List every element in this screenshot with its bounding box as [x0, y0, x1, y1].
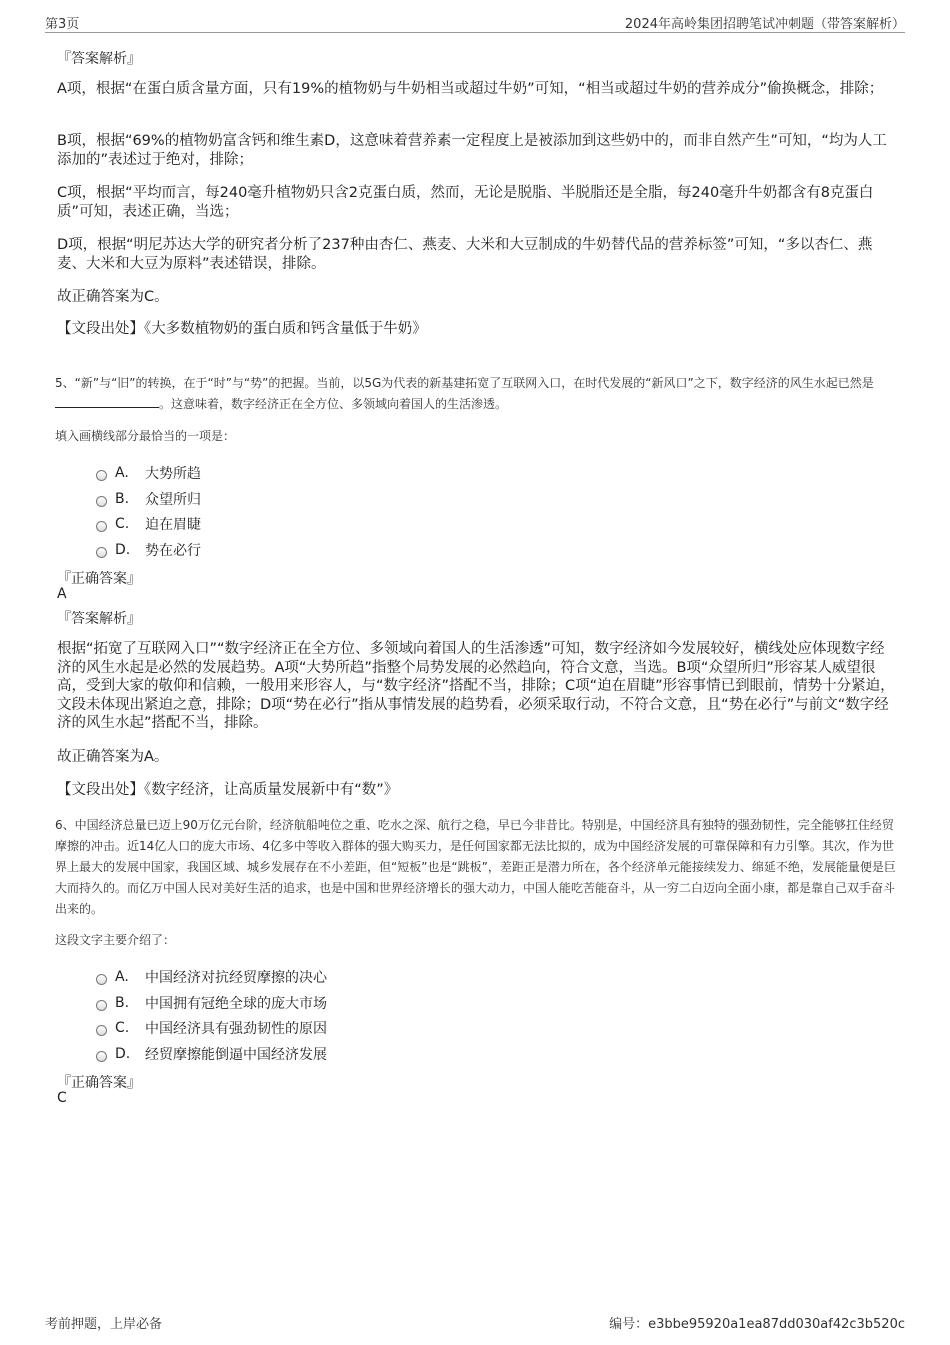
q5-correct-label: 『正确答案』: [57, 571, 141, 587]
option-letter: C.: [115, 1020, 130, 1036]
radio-button[interactable]: [96, 496, 107, 507]
fill-blank: [55, 395, 159, 408]
q5-stem-text: 5、“新”与“旧”的转换，在于“时”与“势”的把握。当前，以5G为代表的新基建拓宽了互联网入口，在时代发展的“新风口”之下，数字经济的风生水起已然是: [55, 376, 874, 390]
radio-button[interactable]: [96, 470, 107, 481]
q4-conclusion: 故正确答案为C。: [57, 289, 169, 305]
radio-button[interactable]: [96, 974, 107, 985]
option-letter: C.: [115, 516, 130, 532]
radio-button[interactable]: [96, 1025, 107, 1036]
q5-prompt: 填入画横线部分最恰当的一项是：: [55, 429, 236, 443]
q5-option-c[interactable]: [96, 514, 201, 534]
option-text: 经贸摩擦能倒逼中国经济发展: [145, 1047, 327, 1063]
radio-button[interactable]: [96, 547, 107, 558]
option-letter: D.: [115, 542, 131, 558]
header-divider: [45, 32, 905, 33]
document-title: 2024年高岭集团招聘笔试冲刺题（带答案解析）: [624, 17, 905, 32]
q5-conclusion: 故正确答案为A。: [57, 749, 169, 765]
footer-slogan: 考前押题，上岸必备: [45, 1317, 163, 1332]
q5-stem-text-2: 。这意味着，数字经济正在全方位、多领域向着国人的生活渗透。: [159, 397, 508, 411]
q5-correct-answer: A: [57, 586, 67, 602]
option-letter: B.: [115, 491, 130, 507]
radio-button[interactable]: [96, 521, 107, 532]
option-text: 大势所趋: [145, 466, 201, 482]
q4-source: 【文段出处】《大多数植物奶的蛋白质和钙含量低于牛奶》: [57, 321, 427, 337]
option-text: 迫在眉睫: [145, 517, 201, 533]
q5-option-d[interactable]: [96, 540, 201, 560]
footer-id: 编号：e3bbe95920a1ea87dd030af42c3b520c: [609, 1317, 905, 1332]
q5-source: 【文段出处】《数字经济，让高质量发展新中有“数”》: [57, 782, 399, 798]
q6-option-d[interactable]: [96, 1044, 327, 1064]
q6-stem: 6、中国经济总量已迈上90万亿元台阶，经济航船吨位之重、吃水之深、航行之稳，早已今非昔比。特别是，中国经济具有独特的强劲韧性，完全能够扛住经贸摩擦的冲击。近14亿人口的庞大市场、4亿多中等收入群体的强大购买力，是任何国家都无法比拟的，成为中国经济发展的可靠保障和有力引擎。其次，作为世界上最大的发展中国家，我国区域、城乡发展存在不小差距，但“短板”也是“跳板”，差距正是潜力所在，各个经济单元能接续发力、绵延不绝，发展能量便是巨大而持久的。而亿万中国人民对美好生活的追求，也是中国和世界经济增长的强大动力，中国人能吃苦能奋斗，从一穷二白迈向全面小康，都是靠自己双手奋斗出来的。: [55, 818, 896, 916]
radio-button[interactable]: [96, 1051, 107, 1062]
q6-option-c[interactable]: [96, 1018, 327, 1038]
option-letter: A.: [115, 969, 129, 985]
q5-option-a[interactable]: [96, 463, 201, 483]
option-text: 中国拥有冠绝全球的庞大市场: [145, 996, 327, 1012]
q5-analysis: 根据“拓宽了互联网入口”“数字经济正在全方位、多领域向着国人的生活渗透”可知，数字经济如今发展较好，横线处应体现数字经济的风生水起是必然的发展趋势。A项“大势所趋”指整个局势发展的必然趋向，符合文意，当选。B项“众望所归”形容某人威望很高，受到大家的敬仰和信赖，一般用来形容人，与“数字经济”搭配不当，排除；C项“迫在眉睫”形容事情已到眼前，情势十分紧迫，文段未体现出紧迫之意，排除；D项“势在必行”指从事情发展的趋势看，必须采取行动，不符合文意，且“势在必行”与前文“数字经济的风生水起”搭配不当，排除。: [57, 641, 895, 731]
q5-option-b[interactable]: [96, 489, 201, 509]
q5-analysis-label: 『答案解析』: [57, 611, 141, 627]
q6-correct-label: 『正确答案』: [57, 1075, 141, 1091]
q6-option-a[interactable]: [96, 967, 327, 987]
q6-prompt: 这段文字主要介绍了：: [55, 933, 176, 947]
q4-analysis-b: B项，根据“69%的植物奶富含钙和维生素D，这意味着营养素一定程度上是被添加到这些奶中的，而非自然产生”可知，“均为人工添加的”表述过于绝对，排除；: [57, 133, 887, 168]
q4-analysis-d: D项，根据“明尼苏达大学的研究者分析了237种由杏仁、燕麦、大米和大豆制成的牛奶替代品的营养标签”可知，“多以杏仁、燕麦、大米和大豆为原料”表述错误，排除。: [57, 237, 873, 272]
page-number: 第3页: [45, 17, 80, 32]
q5-stem: [55, 373, 900, 415]
radio-button[interactable]: [96, 1000, 107, 1011]
option-text: 中国经济具有强劲韧性的原因: [145, 1021, 327, 1037]
q4-analysis-c: C项，根据“平均而言，每240毫升植物奶只含2克蛋白质，然而，无论是脱脂、半脱脂还是全脂，每240毫升牛奶都含有8克蛋白质”可知，表述正确，当选；: [57, 185, 874, 220]
option-text: 中国经济对抗经贸摩擦的决心: [145, 970, 327, 986]
q4-analysis-label: 『答案解析』: [57, 51, 141, 67]
q6-option-b[interactable]: [96, 993, 327, 1013]
option-letter: A.: [115, 465, 129, 481]
option-letter: D.: [115, 1046, 131, 1062]
option-text: 势在必行: [145, 543, 201, 559]
option-text: 众望所归: [145, 492, 201, 508]
option-letter: B.: [115, 995, 130, 1011]
q4-analysis-a: A项，根据“在蛋白质含量方面，只有19%的植物奶与牛奶相当或超过牛奶”可知，“相当或超过牛奶的营养成分”偷换概念，排除；: [57, 81, 884, 97]
q6-correct-answer: C: [57, 1090, 67, 1106]
